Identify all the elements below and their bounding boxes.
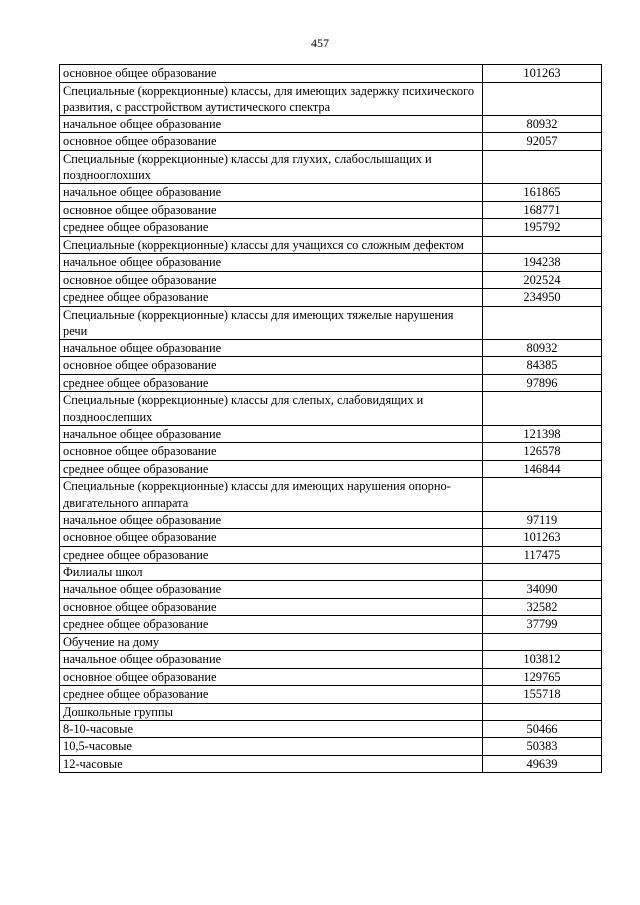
section-title: Специальные (коррекционные) классы для имеющих нарушения опорно-двигательного аппарата [60,478,483,511]
row-label: среднее общее образование [60,374,483,392]
row-label: среднее общее образование [60,289,483,307]
row-value [483,150,602,183]
row-value [483,478,602,511]
row-label: основное общее образование [60,133,483,151]
table-row [60,133,602,151]
row-value: 37799 [483,616,602,634]
row-value: 80932 [483,115,602,133]
row-label: среднее общее образование [60,460,483,478]
normatives-table [59,64,602,773]
row-value: 97119 [483,511,602,529]
table-row [60,65,602,83]
row-label: среднее общее образование [60,219,483,237]
section-title: Специальные (коррекционные) классы для слепых, слабовидящих и поздноослепших [60,392,483,425]
row-label: среднее общее образование [60,546,483,564]
row-label: основное общее образование [60,598,483,616]
row-label: 12-часовые [60,755,483,773]
row-label: основное общее образование [60,65,483,83]
section-title: Дошкольные группы [60,703,483,720]
section-header-row [60,150,602,183]
row-label: начальное общее образование [60,184,483,202]
row-value: 117475 [483,546,602,564]
row-value: 32582 [483,598,602,616]
table-body [60,65,602,773]
section-header-row [60,703,602,720]
row-value [483,633,602,650]
table-row [60,720,602,738]
row-label: основное общее образование [60,357,483,375]
row-label: начальное общее образование [60,581,483,599]
table-row [60,271,602,289]
section-title: Филиалы школ [60,564,483,581]
row-label: основное общее образование [60,271,483,289]
table-row [60,581,602,599]
row-value: 129765 [483,668,602,686]
table-row [60,425,602,443]
table-row [60,598,602,616]
row-value [483,236,602,253]
section-header-row [60,392,602,425]
section-header-row [60,633,602,650]
table-row [60,443,602,461]
row-value: 50466 [483,720,602,738]
row-value [483,703,602,720]
table-row [60,686,602,704]
row-value [483,564,602,581]
row-value: 101263 [483,529,602,547]
row-value: 34090 [483,581,602,599]
table-row [60,339,602,357]
table-row [60,616,602,634]
table-row [60,201,602,219]
row-label: начальное общее образование [60,651,483,669]
row-label: начальное общее образование [60,339,483,357]
row-label: начальное общее образование [60,254,483,272]
page-number: 457 [311,36,329,50]
row-label: начальное общее образование [60,511,483,529]
row-value: 195792 [483,219,602,237]
row-label: среднее общее образование [60,616,483,634]
row-value: 103812 [483,651,602,669]
row-value: 155718 [483,686,602,704]
table-row [60,219,602,237]
row-value: 194238 [483,254,602,272]
section-header-row [60,478,602,511]
row-label: основное общее образование [60,443,483,461]
row-value: 92057 [483,133,602,151]
table-row [60,374,602,392]
section-title: Специальные (коррекционные) классы для имеющих тяжелые нарушения речи [60,306,483,339]
row-label: основное общее образование [60,201,483,219]
section-header-row [60,82,602,115]
table-row [60,511,602,529]
table-row [60,357,602,375]
table-row [60,755,602,773]
table-row [60,115,602,133]
table-row [60,184,602,202]
row-value [483,82,602,115]
row-value: 84385 [483,357,602,375]
table-row [60,738,602,756]
section-header-row [60,306,602,339]
section-header-row [60,236,602,253]
row-label: среднее общее образование [60,686,483,704]
row-value: 168771 [483,201,602,219]
row-label: 10,5-часовые [60,738,483,756]
row-value: 97896 [483,374,602,392]
row-value: 101263 [483,65,602,83]
section-title: Специальные (коррекционные) классы для учащихся со сложным дефектом [60,236,483,253]
row-label: основное общее образование [60,668,483,686]
row-label: начальное общее образование [60,425,483,443]
row-value: 80932 [483,339,602,357]
section-header-row [60,564,602,581]
row-value: 126578 [483,443,602,461]
section-title: Обучение на дому [60,633,483,650]
table-row [60,651,602,669]
row-value: 49639 [483,755,602,773]
table-row [60,546,602,564]
table-row [60,289,602,307]
row-value: 161865 [483,184,602,202]
row-value: 146844 [483,460,602,478]
row-value: 121398 [483,425,602,443]
table-row [60,668,602,686]
section-title: Специальные (коррекционные) классы для глухих, слабослышащих и позднооглохших [60,150,483,183]
table-row [60,254,602,272]
row-label: начальное общее образование [60,115,483,133]
table-row [60,460,602,478]
row-value: 234950 [483,289,602,307]
table-row [60,529,602,547]
row-label: основное общее образование [60,529,483,547]
row-value: 202524 [483,271,602,289]
section-title: Специальные (коррекционные) классы, для имеющих задержку психического развития, с расстройством аутистического спектра [60,82,483,115]
row-label: 8-10-часовые [60,720,483,738]
row-value: 50383 [483,738,602,756]
row-value [483,306,602,339]
row-value [483,392,602,425]
